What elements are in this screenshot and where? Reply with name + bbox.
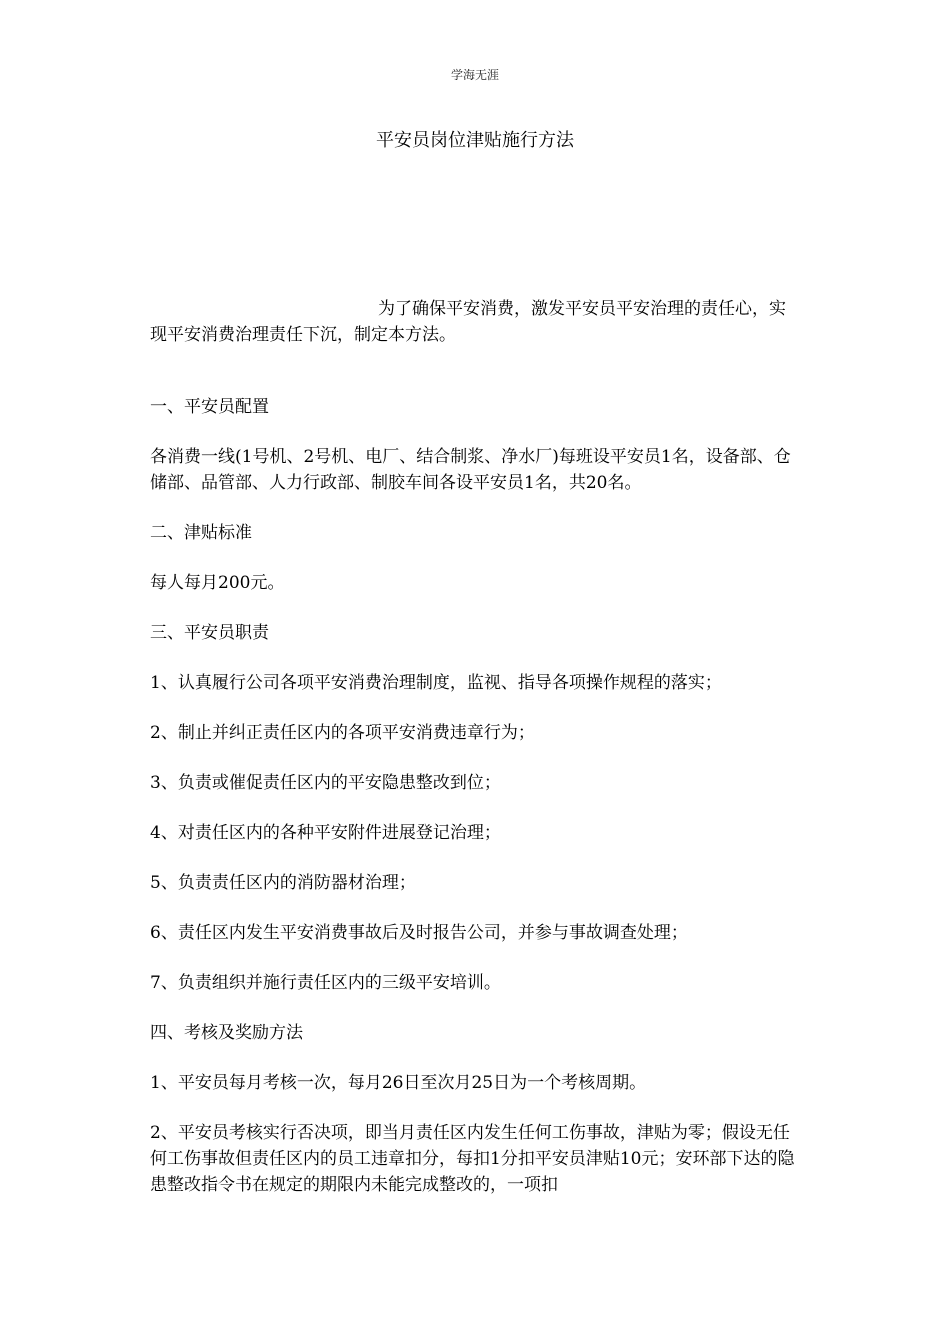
- duty-item: 3、负责或催促责任区内的平安隐患整改到位；: [150, 773, 501, 793]
- duty-item: 7、负责组织并施行责任区内的三级平安培训。: [150, 973, 501, 993]
- duty-item: 5、负责责任区内的消防器材治理；: [150, 873, 416, 893]
- section-heading-assessment: 四、考核及奖励方法: [150, 1023, 303, 1043]
- duty-item: 2、制止并纠正责任区内的各项平安消费违章行为；: [150, 723, 535, 743]
- section-heading-allowance: 二、津贴标准: [150, 523, 252, 543]
- assessment-item: 1、平安员每月考核一次，每月26日至次月25日为一个考核周期。: [150, 1073, 647, 1093]
- allowance-paragraph: 每人每月200元。: [150, 573, 285, 593]
- duty-item: 6、责任区内发生平安消费事故后及时报告公司，并参与事故调查处理；: [150, 923, 688, 943]
- document-title: 平安员岗位津贴施行方法: [376, 130, 574, 151]
- staffing-paragraph: 各消费一线(1号机、2号机、电厂、结合制浆、净水厂)每班设平安员1名，设备部、仓储部、品管部、人力行政部、制胶车间各设平安员1名，共20名。: [150, 447, 791, 493]
- intro-paragraph: 为了确保平安消费，激发平安员平安治理的责任心，实现平安消费治理责任下沉，制定本方法。: [150, 299, 786, 345]
- section-heading-staffing: 一、平安员配置: [150, 397, 269, 417]
- duty-item: 1、认真履行公司各项平安消费治理制度，监视、指导各项操作规程的落实；: [150, 673, 722, 693]
- assessment-item: 2、平安员考核实行否决项，即当月责任区内发生任何工伤事故，津贴为零；假设无任何工伤事故但责任区内的员工违章扣分，每扣1分扣平安员津贴10元；安环部下达的隐患整改指令书在规定的期限内未能完成整改的，一项扣: [150, 1123, 795, 1195]
- document-body: [150, 296, 795, 1198]
- section-heading-duties: 三、平安员职责: [150, 623, 269, 643]
- duty-item: 4、对责任区内的各种平安附件进展登记治理；: [150, 823, 501, 843]
- page-header: 学海无涯: [450, 68, 499, 82]
